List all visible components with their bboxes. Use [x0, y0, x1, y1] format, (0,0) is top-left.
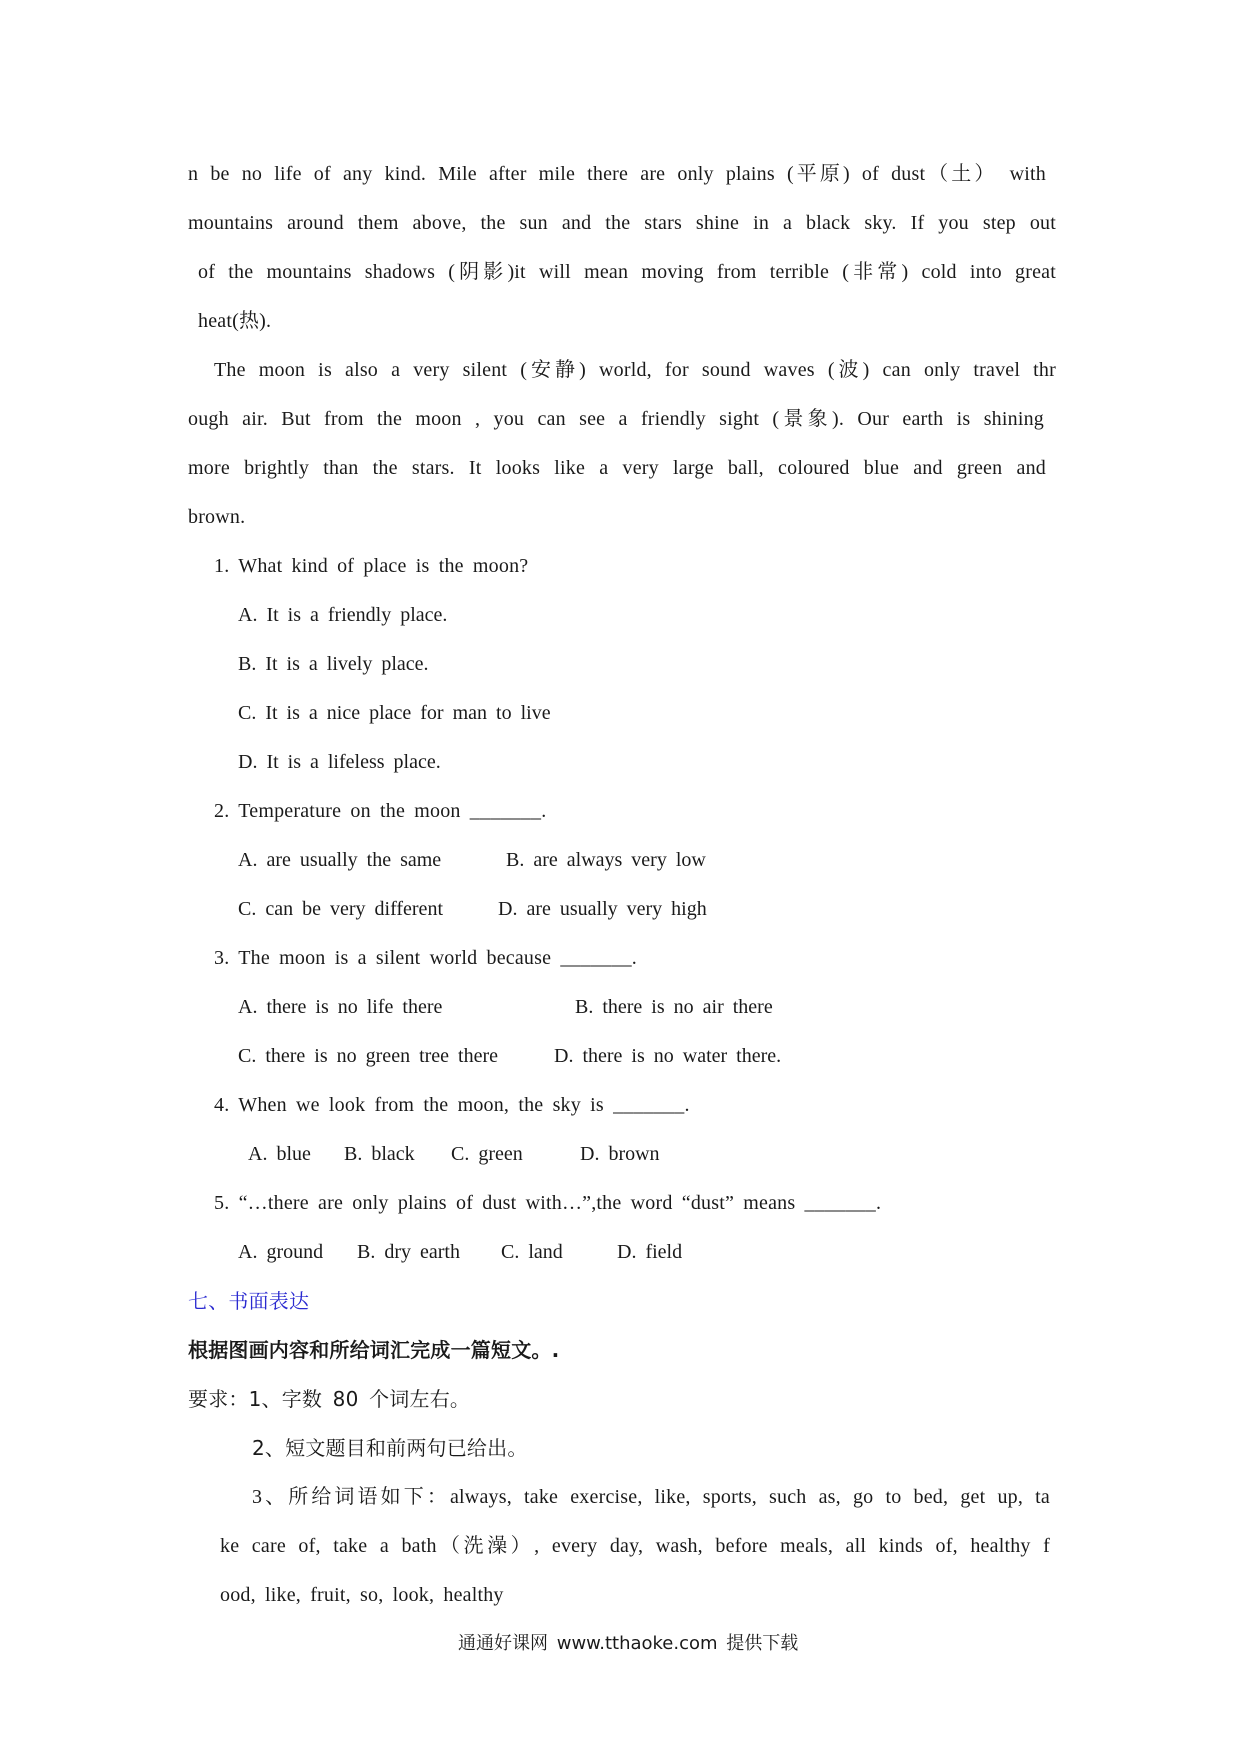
question-1-option-a: A. It is a friendly place. — [238, 604, 448, 626]
question-5-option-d: D. field — [617, 1241, 683, 1263]
passage-line-1: n be no life of any kind. Mile after mile there are only plains (平原) of dust（土） with — [188, 163, 1046, 185]
writing-requirement-2: 2、短文题目和前两句已给出。 — [252, 1436, 528, 1460]
question-5-option-c: C. land — [501, 1241, 563, 1263]
question-4-option-a: A. blue — [248, 1143, 311, 1165]
question-2-option-c: C. can be very different — [238, 898, 443, 920]
passage-line-5: The moon is also a very silent (安静) world, for sound waves (波) can only travel thr — [214, 359, 1056, 381]
writing-requirement-1: 要求：1、字数 80 个词左右。 — [188, 1387, 471, 1411]
question-3-option-a: A. there is no life there — [238, 996, 443, 1018]
question-2-option-d: D. are usually very high — [498, 898, 707, 920]
question-2-option-a: A. are usually the same — [238, 849, 442, 871]
question-2-stem: 2. Temperature on the moon _______. — [214, 800, 547, 822]
question-1-option-b: B. It is a lively place. — [238, 653, 429, 675]
question-2-option-b: B. are always very low — [506, 849, 706, 871]
question-1-stem: 1. What kind of place is the moon? — [214, 555, 529, 577]
section-title-writing: 七、书面表达 — [188, 1289, 310, 1313]
page-footer: 通通好课网 www.tthaoke.com 提供下载 — [458, 1633, 799, 1654]
question-5-option-a: A. ground — [238, 1241, 324, 1263]
question-4-stem: 4. When we look from the moon, the sky is _______. — [214, 1094, 690, 1116]
question-3-option-b: B. there is no air there — [575, 996, 773, 1018]
writing-requirement-3-line-3: ood, like, fruit, so, look, healthy — [220, 1584, 504, 1606]
passage-line-7: more brightly than the stars. It looks like a very large ball, coloured blue and green and — [188, 457, 1046, 479]
question-3-stem: 3. The moon is a silent world because _______. — [214, 947, 637, 969]
writing-instruction: 根据图画内容和所给词汇完成一篇短文。. — [188, 1338, 560, 1362]
passage-line-2: mountains around them above, the sun and the stars shine in a black sky. If you step out — [188, 212, 1056, 234]
question-1-option-c: C. It is a nice place for man to live — [238, 702, 551, 724]
question-5-option-b: B. dry earth — [357, 1241, 460, 1263]
writing-requirement-3-line-1: 3、所给词语如下：always, take exercise, like, sports, such as, go to bed, get up, ta — [252, 1486, 1050, 1508]
question-3-option-d: D. there is no water there. — [554, 1045, 782, 1067]
passage-line-3: of the mountains shadows (阴影)it will mean moving from terrible (非常) cold into great — [198, 261, 1056, 283]
question-4-option-b: B. black — [344, 1143, 415, 1165]
question-5-stem: 5. “…there are only plains of dust with…”,the word “dust” means _______. — [214, 1192, 882, 1214]
question-1-option-d: D. It is a lifeless place. — [238, 751, 441, 773]
question-4-option-d: D. brown — [580, 1143, 660, 1165]
passage-line-6: ough air. But from the moon , you can see a friendly sight (景象). Our earth is shining — [188, 408, 1044, 430]
writing-requirement-3-line-2: ke care of, take a bath（洗澡）, every day, wash, before meals, all kinds of, healthy f — [220, 1535, 1050, 1557]
question-3-option-c: C. there is no green tree there — [238, 1045, 499, 1067]
passage-line-8: brown. — [188, 506, 246, 528]
question-4-option-c: C. green — [451, 1143, 523, 1165]
passage-line-4: heat(热). — [198, 310, 272, 332]
